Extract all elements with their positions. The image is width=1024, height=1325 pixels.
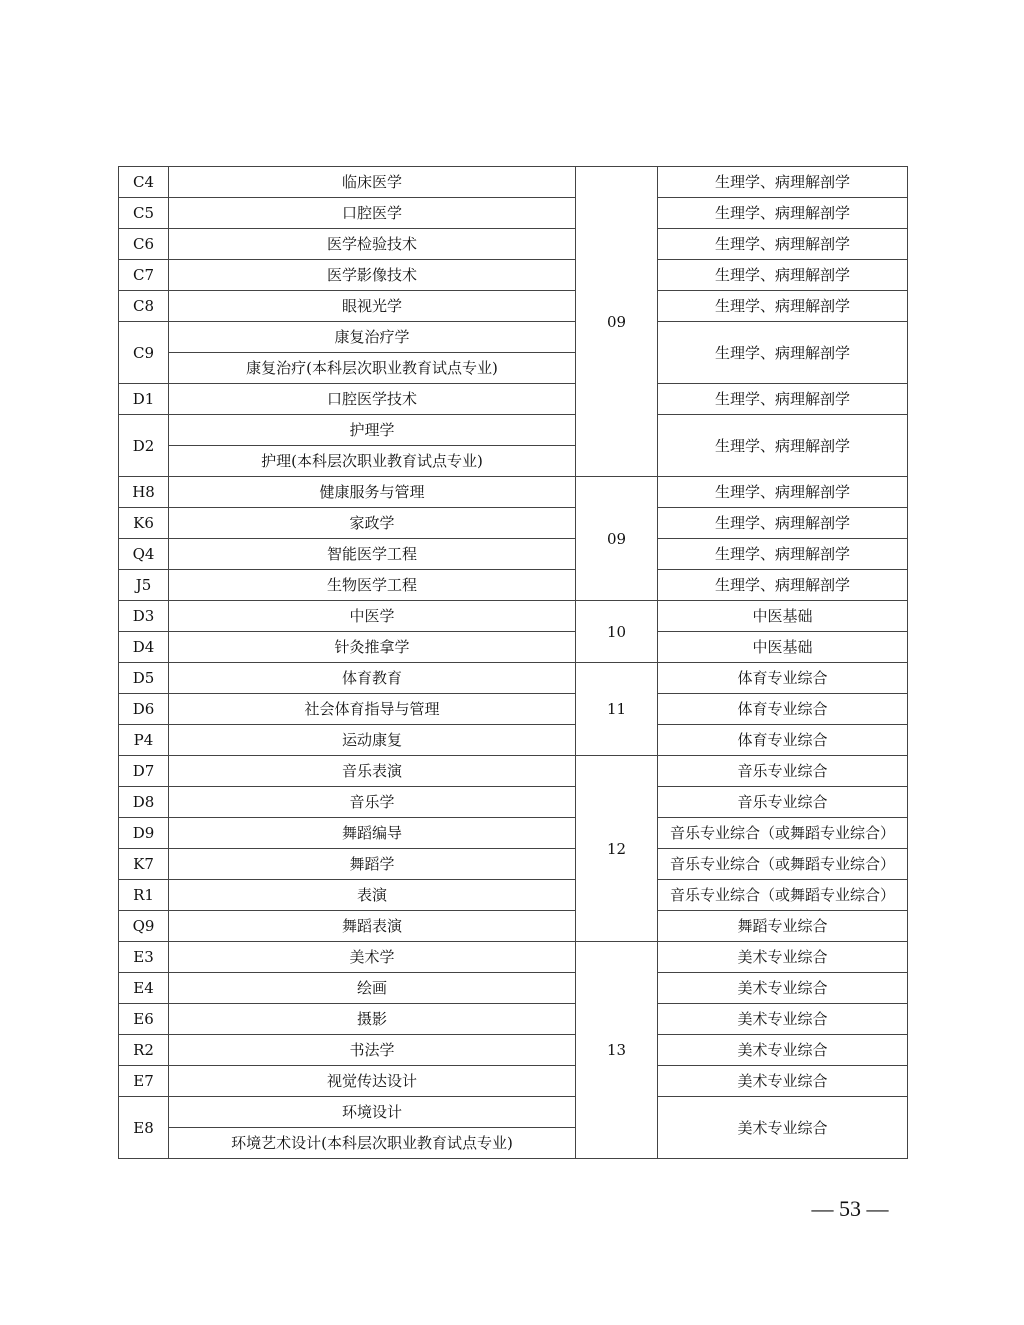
table-row: [119, 942, 908, 973]
major-cell: 生物医学工程: [169, 570, 576, 601]
subject-cell: 生理学、病理解剖学: [658, 322, 908, 384]
group-cell: 09: [576, 477, 658, 601]
code-cell: D4: [119, 632, 169, 663]
subject-cell: 生理学、病理解剖学: [658, 508, 908, 539]
subject-cell: 音乐专业综合: [658, 787, 908, 818]
code-cell: C7: [119, 260, 169, 291]
table-row: [119, 198, 908, 229]
table-row: [119, 167, 908, 198]
subject-cell: 体育专业综合: [658, 663, 908, 694]
major-cell: 中医学: [169, 601, 576, 632]
major-cell: 摄影: [169, 1004, 576, 1035]
major-cell: 社会体育指导与管理: [169, 694, 576, 725]
code-cell: R2: [119, 1035, 169, 1066]
subject-cell: 舞蹈专业综合: [658, 911, 908, 942]
major-cell: 口腔医学技术: [169, 384, 576, 415]
table-row: [119, 415, 908, 446]
group-cell: 12: [576, 756, 658, 942]
subject-cell: 中医基础: [658, 601, 908, 632]
code-cell: Q4: [119, 539, 169, 570]
table-row: [119, 1004, 908, 1035]
code-cell: C5: [119, 198, 169, 229]
code-cell: D2: [119, 415, 169, 477]
code-cell: D1: [119, 384, 169, 415]
subject-cell: 美术专业综合: [658, 1066, 908, 1097]
majors-table: [118, 166, 908, 1159]
major-cell: 健康服务与管理: [169, 477, 576, 508]
code-cell: E7: [119, 1066, 169, 1097]
table-row: [119, 663, 908, 694]
table-row: [119, 973, 908, 1004]
group-cell: 11: [576, 663, 658, 756]
table-row: [119, 1035, 908, 1066]
subject-cell: 生理学、病理解剖学: [658, 260, 908, 291]
code-cell: E6: [119, 1004, 169, 1035]
subject-cell: 音乐专业综合（或舞蹈专业综合）: [658, 880, 908, 911]
code-cell: C6: [119, 229, 169, 260]
major-cell: 临床医学: [169, 167, 576, 198]
major-cell: 舞蹈学: [169, 849, 576, 880]
table-row: [119, 260, 908, 291]
code-cell: J5: [119, 570, 169, 601]
code-cell: P4: [119, 725, 169, 756]
subject-cell: 生理学、病理解剖学: [658, 539, 908, 570]
code-cell: E4: [119, 973, 169, 1004]
code-cell: D5: [119, 663, 169, 694]
table-row: [119, 756, 908, 787]
group-cell: 13: [576, 942, 658, 1159]
table-row: [119, 725, 908, 756]
subject-cell: 音乐专业综合: [658, 756, 908, 787]
major-cell: 体育教育: [169, 663, 576, 694]
major-cell: 环境艺术设计(本科层次职业教育试点专业): [169, 1128, 576, 1159]
major-cell: 口腔医学: [169, 198, 576, 229]
group-cell: 10: [576, 601, 658, 663]
table-row: [119, 477, 908, 508]
group-cell: 09: [576, 167, 658, 477]
subject-cell: 生理学、病理解剖学: [658, 198, 908, 229]
code-cell: D7: [119, 756, 169, 787]
major-cell: 表演: [169, 880, 576, 911]
table-row: [119, 632, 908, 663]
subject-cell: 音乐专业综合（或舞蹈专业综合）: [658, 818, 908, 849]
major-cell: 护理(本科层次职业教育试点专业): [169, 446, 576, 477]
subject-cell: 生理学、病理解剖学: [658, 291, 908, 322]
major-cell: 绘画: [169, 973, 576, 1004]
table-row: [119, 694, 908, 725]
code-cell: Q9: [119, 911, 169, 942]
subject-cell: 中医基础: [658, 632, 908, 663]
subject-cell: 生理学、病理解剖学: [658, 384, 908, 415]
code-cell: C4: [119, 167, 169, 198]
table-row: [119, 911, 908, 942]
major-cell: 音乐学: [169, 787, 576, 818]
table-row: [119, 384, 908, 415]
code-cell: E8: [119, 1097, 169, 1159]
subject-cell: 美术专业综合: [658, 1004, 908, 1035]
page-number: — 53 —: [811, 1196, 889, 1221]
subject-cell: 美术专业综合: [658, 973, 908, 1004]
major-cell: 家政学: [169, 508, 576, 539]
major-cell: 舞蹈表演: [169, 911, 576, 942]
major-cell: 运动康复: [169, 725, 576, 756]
table-row: [119, 601, 908, 632]
subject-cell: 生理学、病理解剖学: [658, 167, 908, 198]
major-cell: 音乐表演: [169, 756, 576, 787]
code-cell: C9: [119, 322, 169, 384]
major-cell: 康复治疗(本科层次职业教育试点专业): [169, 353, 576, 384]
code-cell: D6: [119, 694, 169, 725]
table-row: [119, 322, 908, 353]
table-row: [119, 539, 908, 570]
code-cell: C8: [119, 291, 169, 322]
major-cell: 医学影像技术: [169, 260, 576, 291]
code-cell: E3: [119, 942, 169, 973]
table-row: [119, 229, 908, 260]
table-row: [119, 787, 908, 818]
code-cell: D9: [119, 818, 169, 849]
subject-cell: 美术专业综合: [658, 1097, 908, 1159]
major-cell: 书法学: [169, 1035, 576, 1066]
subject-cell: 音乐专业综合（或舞蹈专业综合）: [658, 849, 908, 880]
subject-cell: 生理学、病理解剖学: [658, 229, 908, 260]
major-cell: 环境设计: [169, 1097, 576, 1128]
major-cell: 舞蹈编导: [169, 818, 576, 849]
subject-cell: 美术专业综合: [658, 1035, 908, 1066]
subject-cell: 生理学、病理解剖学: [658, 477, 908, 508]
major-cell: 康复治疗学: [169, 322, 576, 353]
subject-cell: 生理学、病理解剖学: [658, 415, 908, 477]
subject-cell: 美术专业综合: [658, 942, 908, 973]
major-cell: 智能医学工程: [169, 539, 576, 570]
code-cell: K6: [119, 508, 169, 539]
subject-cell: 体育专业综合: [658, 694, 908, 725]
table-row: [119, 508, 908, 539]
table-row: [119, 291, 908, 322]
code-cell: H8: [119, 477, 169, 508]
major-cell: 医学检验技术: [169, 229, 576, 260]
table-row: [119, 818, 908, 849]
table-row: [119, 570, 908, 601]
table-row: [119, 849, 908, 880]
major-cell: 眼视光学: [169, 291, 576, 322]
subject-cell: 体育专业综合: [658, 725, 908, 756]
table-row: [119, 1066, 908, 1097]
code-cell: R1: [119, 880, 169, 911]
major-cell: 美术学: [169, 942, 576, 973]
subject-cell: 生理学、病理解剖学: [658, 570, 908, 601]
major-cell: 针灸推拿学: [169, 632, 576, 663]
code-cell: D8: [119, 787, 169, 818]
table-row: [119, 880, 908, 911]
code-cell: D3: [119, 601, 169, 632]
code-cell: K7: [119, 849, 169, 880]
major-cell: 视觉传达设计: [169, 1066, 576, 1097]
table-row: [119, 1097, 908, 1128]
major-cell: 护理学: [169, 415, 576, 446]
